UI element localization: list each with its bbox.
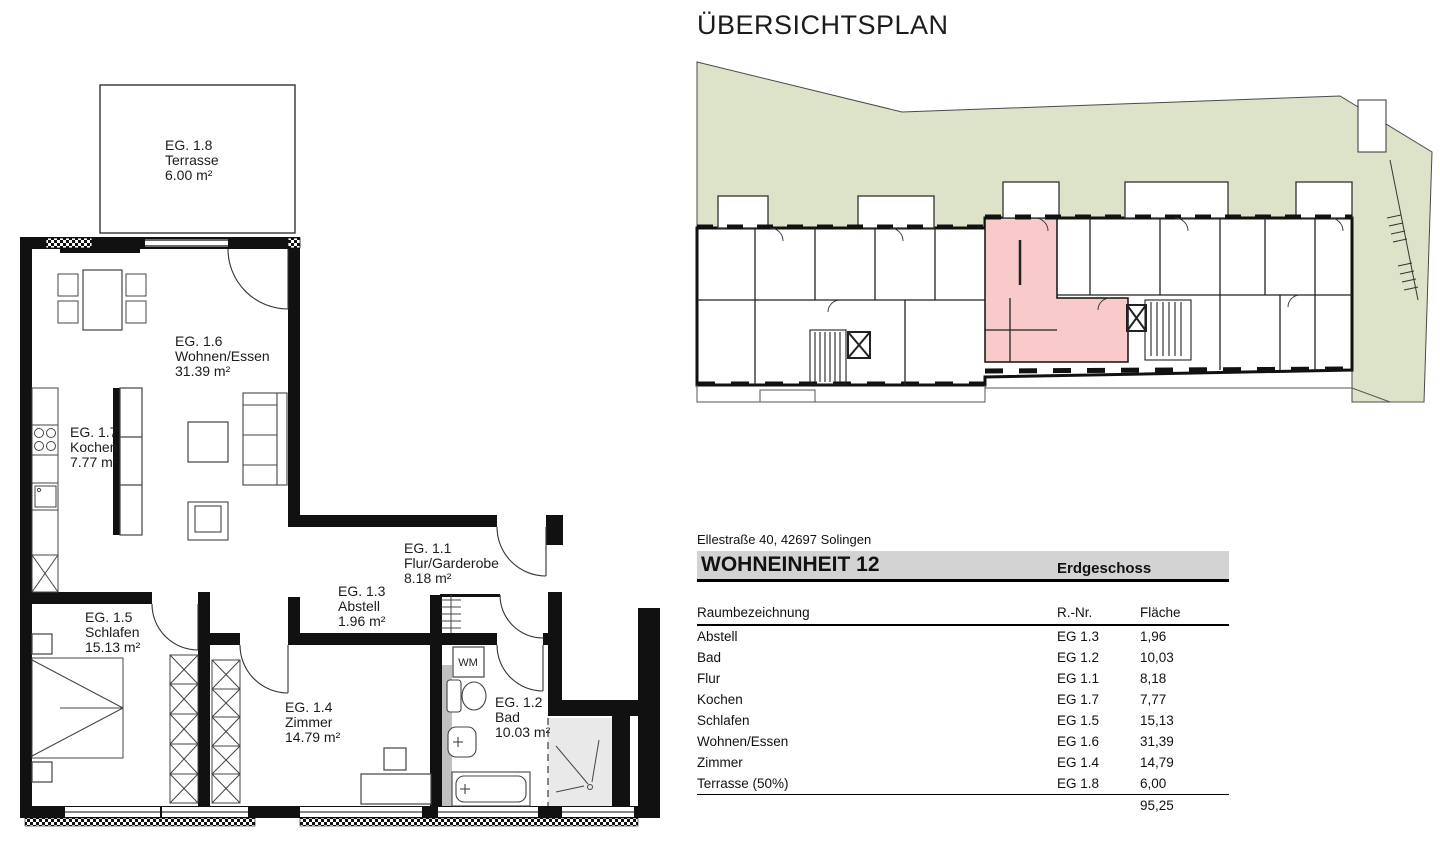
svg-text:Flur/Garderobe: Flur/Garderobe xyxy=(404,555,499,571)
unit-title: WOHNEINHEIT 12 xyxy=(701,553,880,576)
unit-title-bar xyxy=(697,551,1229,582)
floor-plan xyxy=(0,0,690,841)
schlafen-door-arc xyxy=(152,604,198,650)
svg-text:15.13 m²: 15.13 m² xyxy=(85,639,141,655)
table-row: Bad EG 1.2 10,03 xyxy=(697,650,1174,665)
desk-icon xyxy=(361,774,431,804)
svg-text:Abstell: Abstell xyxy=(338,598,381,614)
svg-text:Schlafen: Schlafen xyxy=(85,624,140,640)
svg-text:Kochen: Kochen xyxy=(70,439,118,455)
table-header xyxy=(697,602,1229,626)
room-label-flur: EG. 1.1 xyxy=(404,540,452,556)
kitchen-sink-icon xyxy=(35,486,56,507)
nightstand-icon xyxy=(32,634,52,654)
coffee-table-icon xyxy=(188,422,228,462)
svg-text:14.79 m²: 14.79 m² xyxy=(285,729,341,745)
col-number: R.-Nr. xyxy=(1057,605,1093,620)
dining-table-icon xyxy=(83,270,122,330)
room-label-zimmer: EG. 1.4 xyxy=(285,699,333,715)
svg-text:Terrasse: Terrasse xyxy=(165,152,219,168)
table-row: Schlafen EG 1.5 15,13 xyxy=(697,713,1174,728)
svg-text:1.96 m²: 1.96 m² xyxy=(338,613,386,629)
wardrobe-icon xyxy=(212,660,240,803)
table-row: Wohnen/Essen EG 1.6 31,39 xyxy=(697,734,1174,749)
svg-text:Zimmer: Zimmer xyxy=(285,714,333,730)
entrance-door-arc xyxy=(497,527,546,576)
floor-title: Erdgeschoss xyxy=(1057,560,1152,577)
unit-info-panel xyxy=(697,532,1229,817)
svg-text:7.77 m²: 7.77 m² xyxy=(70,454,118,470)
sofa-icon xyxy=(243,393,287,485)
bed-icon xyxy=(32,658,123,758)
col-room: Raumbezeichnung xyxy=(697,605,810,620)
svg-text:Wohnen/Essen: Wohnen/Essen xyxy=(175,348,270,364)
table-total-row xyxy=(697,795,1229,817)
address: Ellestraße 40, 42697 Solingen xyxy=(697,532,872,547)
table-row: Abstell EG 1.3 1,96 xyxy=(697,629,1167,644)
room-table xyxy=(697,602,1229,817)
room-label-kochen: EG. 1.7 xyxy=(70,424,118,440)
shelf-icon xyxy=(441,595,461,633)
table-row: Zimmer EG 1.4 14,79 xyxy=(697,755,1174,770)
desk-chair-icon xyxy=(384,748,406,770)
svg-text:Bad: Bad xyxy=(495,709,520,725)
terrace-door-arc xyxy=(228,249,288,309)
overview-title: ÜBERSICHTSPLAN xyxy=(697,10,949,40)
bad-door-arc xyxy=(497,645,543,691)
zimmer-door-arc xyxy=(240,645,288,693)
nightstand-icon xyxy=(32,762,52,782)
svg-text:31.39 m²: 31.39 m² xyxy=(175,363,231,379)
table-row: Flur EG 1.1 8,18 xyxy=(697,671,1167,686)
svg-text:6.00 m²: 6.00 m² xyxy=(165,167,213,183)
table-row: Terrasse (50%) EG 1.8 6,00 xyxy=(697,776,1167,791)
room-label-terrasse: EG. 1.8 xyxy=(165,137,213,153)
total-area: 95,25 xyxy=(1140,798,1174,813)
shower-icon xyxy=(548,718,612,806)
room-label-abstell: EG. 1.3 xyxy=(338,583,386,599)
wardrobe-icon xyxy=(170,655,198,803)
svg-text:10.03 m²: 10.03 m² xyxy=(495,724,551,740)
room-label-bad: EG. 1.2 xyxy=(495,694,543,710)
toilet-icon xyxy=(447,680,486,712)
overview-plan xyxy=(690,0,1440,430)
furniture xyxy=(32,270,530,806)
ground-structures xyxy=(697,385,1424,402)
room-label-wohnen: EG. 1.6 xyxy=(175,333,223,349)
kitchen-counter-icon xyxy=(32,388,58,592)
col-area: Fläche xyxy=(1140,605,1181,620)
bathtub-icon xyxy=(452,772,530,806)
table-body xyxy=(697,626,1229,795)
abstell-door-arc xyxy=(500,595,543,638)
table-row: Kochen EG 1.7 7,77 xyxy=(697,692,1167,707)
room-label-schlafen: EG. 1.5 xyxy=(85,609,133,625)
svg-text:8.18 m²: 8.18 m² xyxy=(404,570,452,586)
wm-label: WM xyxy=(458,657,478,669)
armchair-icon xyxy=(188,502,228,540)
washbasin-icon xyxy=(448,727,476,757)
